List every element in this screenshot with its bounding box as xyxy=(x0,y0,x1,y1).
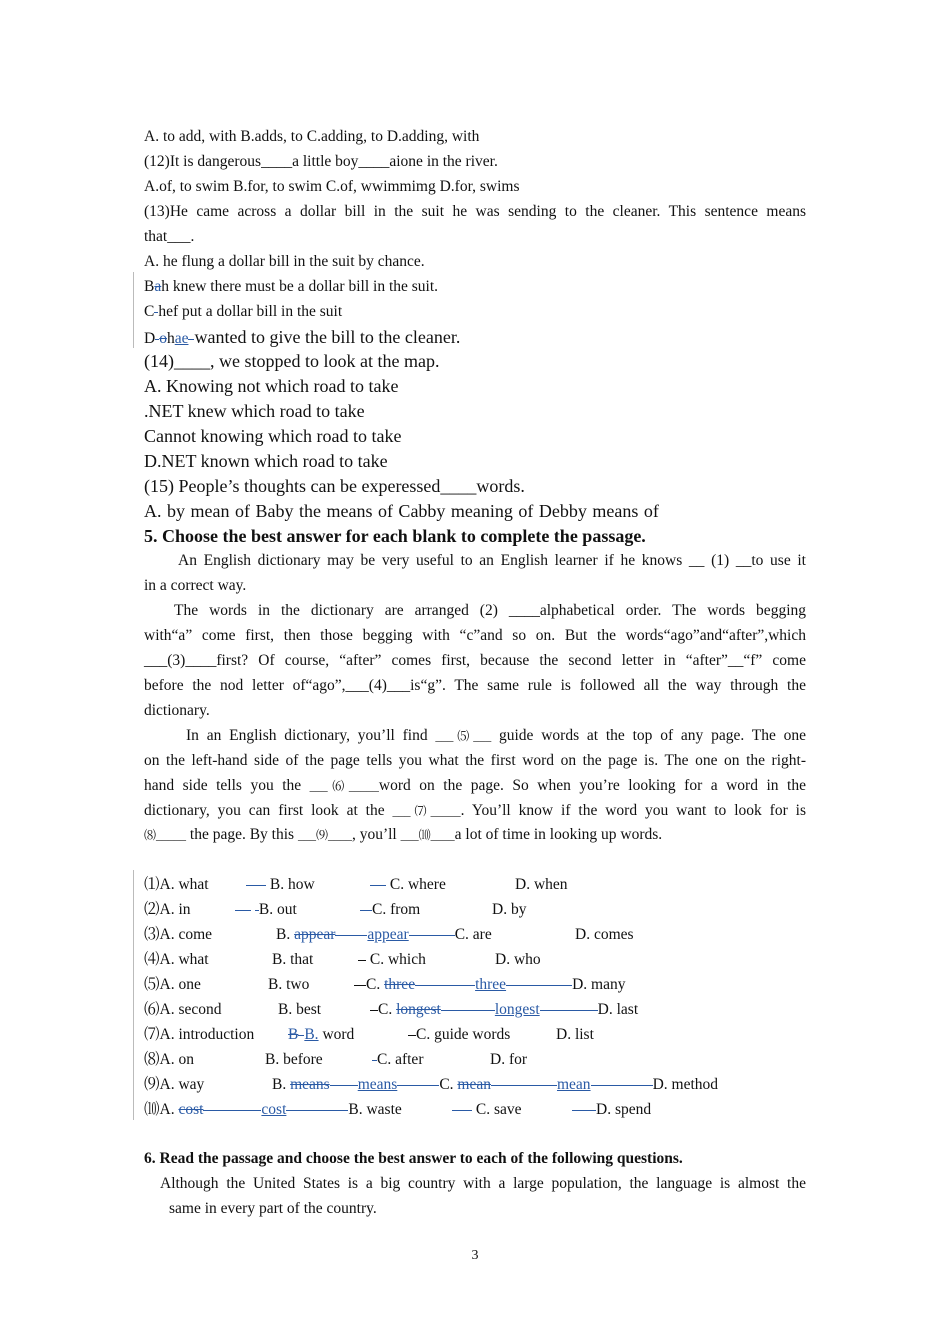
tracked-deletion: a xyxy=(154,278,162,295)
q13-option-a: A. he flung a dollar bill in the suit by chance. xyxy=(144,253,425,270)
text: word on the page. So when you’re looking for a word in the xyxy=(378,777,806,794)
tracked-insertion: longest xyxy=(494,1001,540,1018)
blank-6: ___⑹_____ xyxy=(309,779,379,793)
section5-title: 5. Choose the best answer for each blank to complete the passage. xyxy=(144,526,646,546)
text: , you’ll xyxy=(351,826,401,843)
option-b: word xyxy=(318,1026,355,1043)
option-c-label: C. xyxy=(378,1001,397,1018)
option-c: C. save xyxy=(475,1101,522,1118)
option-d: D. spend xyxy=(596,1101,652,1118)
tracked-deletion: o xyxy=(159,330,167,347)
passage-line: with“a” come first, then those begging with “c”and so on. But the words“ago”and“after”,which xyxy=(144,627,806,644)
option-d: D. last xyxy=(597,1001,639,1018)
option-a: ⑺A. introduction xyxy=(144,1026,255,1043)
mid: h xyxy=(166,330,175,347)
passage-line xyxy=(144,825,662,845)
tracked-deletion: cost xyxy=(178,1101,204,1118)
label: D xyxy=(144,330,156,347)
tracked-deletion: B xyxy=(288,1026,299,1043)
option-a: ⑻A. on xyxy=(144,1051,194,1068)
blank-9: ___⑼____ xyxy=(297,828,352,842)
q14-option-a: A. Knowing not which road to take xyxy=(144,376,399,396)
option-b: B. out xyxy=(258,901,297,918)
q15-options: A. by mean of Baby the means of Cabby meaning of Debby means of xyxy=(144,501,659,521)
text: the page. By this xyxy=(186,826,298,843)
option-d: D. when xyxy=(515,876,568,893)
tracked-insertion: cost xyxy=(261,1101,287,1118)
option-c: C. from xyxy=(372,901,421,918)
q12-options: A.of, to swim B.for, to swim C.of, wwimmimg D.for, swims xyxy=(144,178,520,195)
blank-7: ___⑺_____ xyxy=(392,804,461,818)
tracked-deletion: three xyxy=(384,976,416,993)
tracked-insertion: ae xyxy=(174,330,189,347)
passage-line: before the nod letter of“ago”,___(4)___is“g”. The same rule is followed all the way through the xyxy=(144,677,806,694)
text: guide words at the top of any page. The one xyxy=(491,727,806,744)
q11-options: A. to add, with B.adds, to C.adding, to D.adding, with xyxy=(144,128,480,145)
tracked-deletion: mean xyxy=(457,1076,491,1093)
text: a lot of time in looking up words. xyxy=(454,826,663,843)
revision-bar xyxy=(133,870,134,1120)
option-c-label: C. xyxy=(366,976,385,993)
option-b: B. two xyxy=(268,976,310,993)
text: wanted to give the bill to the cleaner. xyxy=(194,327,461,347)
text: h knew there must be a dollar bill in the suit. xyxy=(161,278,439,295)
label: C xyxy=(144,303,155,320)
text: hef put a dollar bill in the suit xyxy=(158,303,343,320)
q12-stem: (12)It is dangerous____a little boy____aione in the river. xyxy=(144,153,498,170)
option-d: D. method xyxy=(652,1076,718,1093)
passage-line: The words in the dictionary are arranged (2) ____alphabetical order. The words begging xyxy=(174,602,806,619)
q14-option-d: D.NET known which road to take xyxy=(144,451,388,471)
passage-line: ___(3)____first? Of course, “after” comes first, because the second letter in “after”__“f” come xyxy=(144,652,806,669)
tracked-deletion: longest xyxy=(396,1001,441,1018)
revision-bar xyxy=(133,272,134,348)
option-a: ⑴A. what xyxy=(144,876,209,893)
q13-option-c xyxy=(144,302,342,322)
option-b-label: B. xyxy=(272,1076,291,1093)
option-b: B. best xyxy=(278,1001,322,1018)
option-d: D. list xyxy=(556,1026,594,1043)
option-a: ⑶A. come xyxy=(144,926,213,943)
option-d: D. comes xyxy=(575,926,634,943)
tracked-insertion: B. xyxy=(304,1026,319,1043)
q13-option-d xyxy=(144,327,460,349)
option-c: C. are xyxy=(454,926,492,943)
text: . You’ll know if the word you want to look for is xyxy=(460,802,806,819)
q13-stem: (13)He came across a dollar bill in the suit he was sending to the cleaner. This sentence means xyxy=(144,203,806,220)
option-d: D. by xyxy=(492,901,527,918)
tracked-insertion: three xyxy=(475,976,507,993)
tracked-insertion: appear xyxy=(367,926,409,943)
passage-line xyxy=(144,801,806,821)
passage-line: same in every part of the country. xyxy=(169,1200,377,1217)
option-b: B. before xyxy=(265,1051,323,1068)
text: In an English dictionary, you’ll find xyxy=(186,727,436,744)
tracked-insertion: mean xyxy=(556,1076,591,1093)
blank-5: ___⑸___ xyxy=(435,729,492,743)
q14-stem: (14)____, we stopped to look at the map. xyxy=(144,351,440,371)
option-d: D. who xyxy=(495,951,541,968)
blank-10: ___⑽____ xyxy=(400,828,455,842)
tracked-deletion: appear xyxy=(294,926,336,943)
q15-stem: (15) People’s thoughts can be experessed____words. xyxy=(144,476,525,496)
q14-option-b: .NET knew which road to take xyxy=(144,401,365,421)
page-number: 3 xyxy=(471,1248,479,1263)
passage-line: on the left-hand side of the page tells you what the first word on the page is. The one on the right- xyxy=(144,752,806,769)
label: B xyxy=(144,278,155,295)
tracked-insertion: means xyxy=(357,1076,398,1093)
passage-line: in a correct way. xyxy=(144,577,247,594)
option-a: ⑹A. second xyxy=(144,1001,222,1018)
option-d: D. for xyxy=(490,1051,528,1068)
option-a: ⑷A. what xyxy=(144,951,209,968)
option-c-label: C. xyxy=(439,1076,458,1093)
option-b: B. how xyxy=(269,876,315,893)
option-c: C. after xyxy=(377,1051,424,1068)
option-b: B. that xyxy=(272,951,314,968)
option-a-label: ⑽A. xyxy=(144,1101,179,1118)
q13-option-b xyxy=(144,277,438,297)
q13-stem-cont: that___. xyxy=(144,228,195,245)
option-a: ⑵A. in xyxy=(144,901,191,918)
option-c: C. where xyxy=(389,876,446,893)
text: dictionary, you can first look at the xyxy=(144,802,393,819)
tracked-deletion: means xyxy=(290,1076,330,1093)
passage-line xyxy=(144,776,806,796)
section6-title: 6. Read the passage and choose the best answer to each of the following questions. xyxy=(144,1150,683,1167)
option-c: C. guide words xyxy=(416,1026,511,1043)
blank-8: ⑻_____ xyxy=(144,828,187,842)
option-c: C. which xyxy=(369,951,426,968)
text: hand side tells you the xyxy=(144,777,310,794)
passage-line: dictionary. xyxy=(144,702,210,719)
option-a: ⑼A. way xyxy=(144,1076,205,1093)
q14-option-c: Cannot knowing which road to take xyxy=(144,426,402,446)
option-b: B. waste xyxy=(348,1101,402,1118)
option-d: D. many xyxy=(572,976,626,993)
option-a: ⑸A. one xyxy=(144,976,201,993)
passage-line: An English dictionary may be very useful to an English learner if he knows __ (1) __to use it xyxy=(178,552,806,569)
option-b-label: B. xyxy=(276,926,295,943)
passage-line xyxy=(186,726,806,746)
passage-line: Although the United States is a big country with a large population, the language is almost the xyxy=(160,1175,806,1192)
